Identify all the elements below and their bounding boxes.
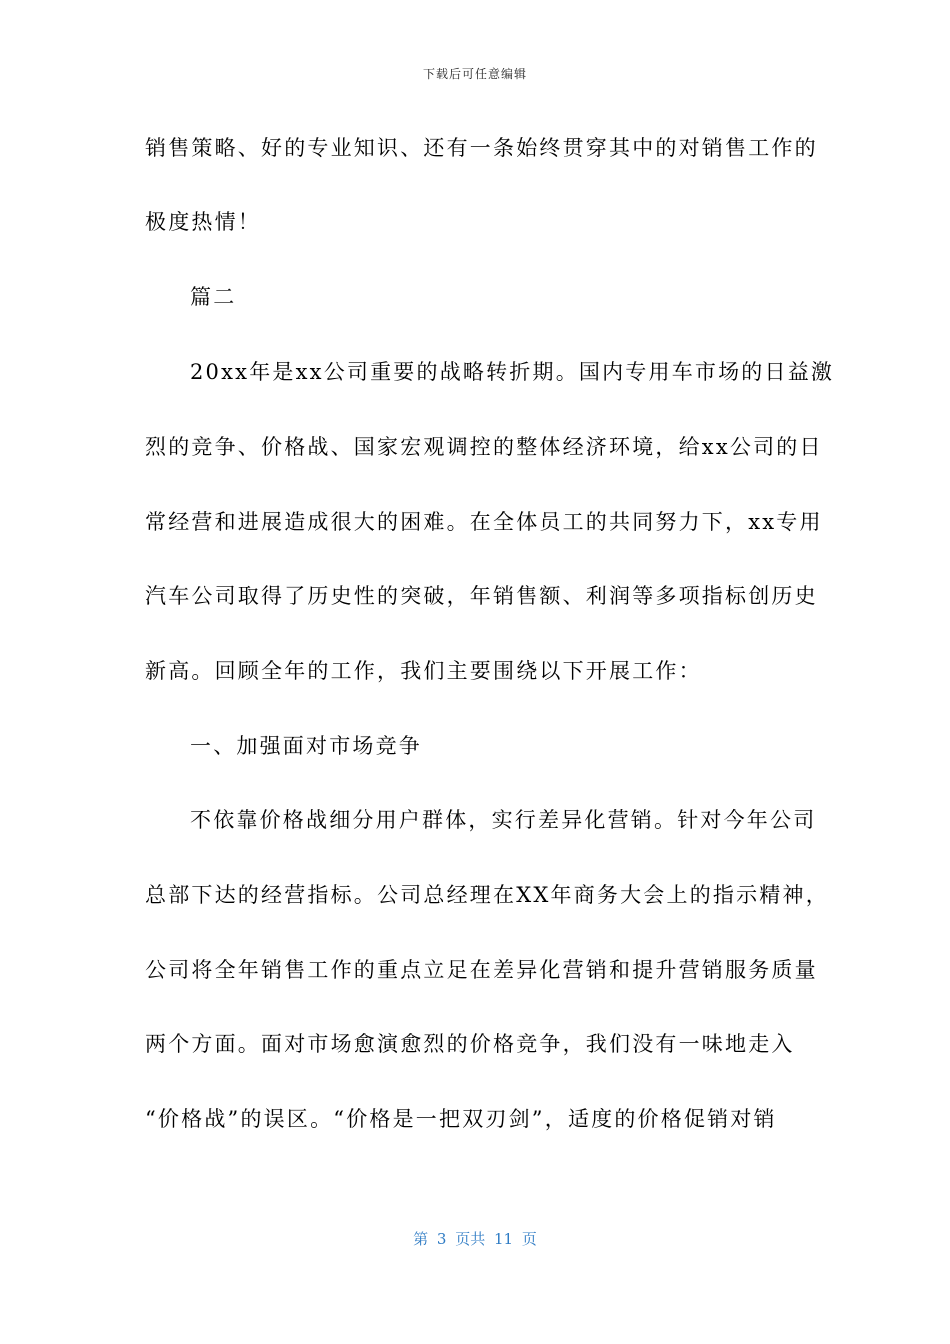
body-line-6: 常经营和进展造成很大的困难。在全体员工的共同努力下，xx专用	[145, 510, 823, 534]
body-line-4: 20xx年是xx公司重要的战略转折期。国内专用车市场的日益激	[190, 360, 835, 384]
body-line-11: 总部下达的经营指标。公司总经理在XX年商务大会上的指示精神，	[145, 883, 829, 907]
body-line-8: 新高。回顾全年的工作，我们主要围绕以下开展工作：	[145, 659, 702, 683]
body-line-14: “价格战”的误区。“价格是一把双刃剑”，适度的价格促销对销	[145, 1107, 777, 1131]
body-line-7: 汽车公司取得了历史性的突破，年销售额、利润等多项指标创历史	[145, 584, 818, 608]
body-line-1: 销售策略、好的专业知识、还有一条始终贯穿其中的对销售工作的	[145, 136, 818, 160]
footer-middle: 页共	[455, 1230, 486, 1248]
body-line-13: 两个方面。面对市场愈演愈烈的价格竞争，我们没有一味地走入	[145, 1032, 795, 1056]
footer-suffix: 页	[521, 1230, 537, 1248]
body-line-2: 极度热情！	[145, 210, 261, 234]
page-footer	[0, 1229, 950, 1249]
footer-current-page: 3	[436, 1230, 447, 1248]
footer-prefix: 第	[413, 1230, 429, 1248]
section-heading-pian-er: 篇二	[190, 285, 237, 309]
subheading-one: 一、加强面对市场竞争	[190, 734, 422, 758]
body-line-12: 公司将全年销售工作的重点立足在差异化营销和提升营销服务质量	[145, 958, 818, 982]
page-header: 下载后可任意编辑	[422, 67, 527, 81]
footer-total-pages: 11	[494, 1230, 514, 1248]
body-line-10: 不依靠价格战细分用户群体，实行差异化营销。针对今年公司	[190, 808, 817, 832]
body-line-5: 烈的竞争、价格战、国家宏观调控的整体经济环境，给xx公司的日	[145, 435, 823, 459]
